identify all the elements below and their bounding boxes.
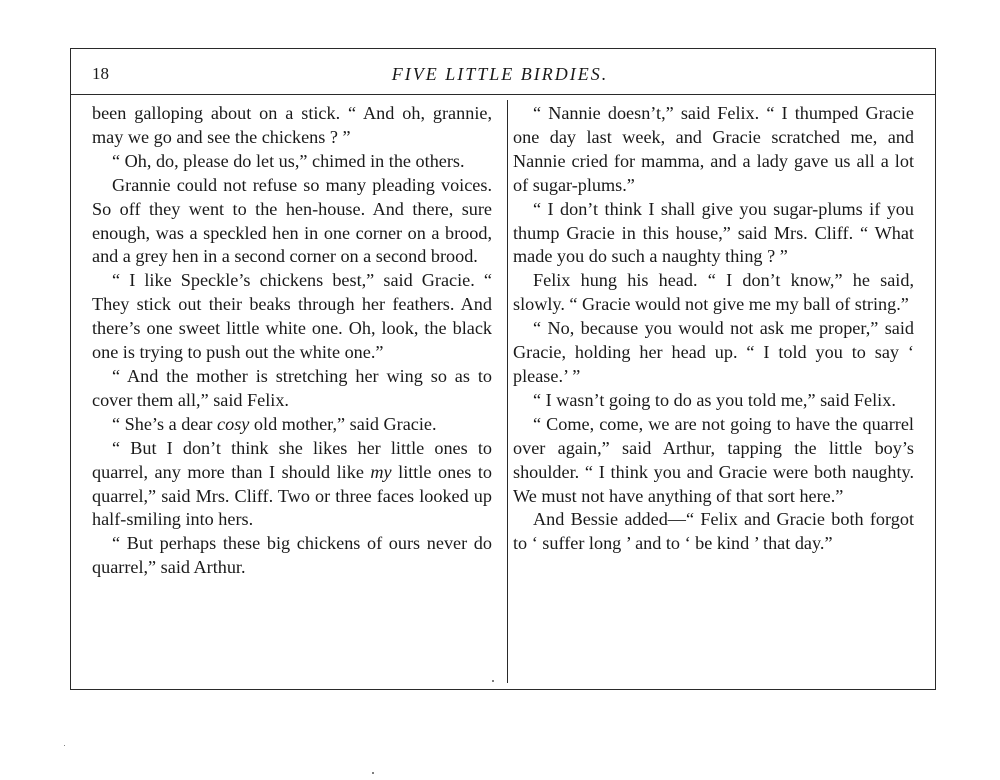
paragraph [92, 413, 492, 437]
print-speck [492, 680, 494, 682]
left-column [92, 102, 492, 580]
italic-word: my [370, 461, 392, 482]
paragraph: “ Oh, do, please do let us,” chimed in the others. [112, 150, 465, 171]
running-title: FIVE LITTLE BIRDIES. [391, 64, 609, 84]
print-speck [372, 772, 374, 774]
paragraph: Felix hung his head. “ I don’t know,” he said, slowly. “ Gracie would not give me my ball of string.” [513, 270, 914, 315]
text-run: “ But I don’t think she likes her little ones to quarrel, any more than I should like [92, 437, 492, 482]
page-number: 18 [92, 64, 109, 83]
italic-word: cosy [217, 413, 250, 434]
paragraph: “ But perhaps these big chickens of ours never do quarrel,” said Arthur. [92, 533, 492, 578]
print-speck [64, 745, 65, 746]
header-rule [70, 94, 936, 95]
text-run: little ones to quarrel,” said Mrs. Cliff. Two or three faces looked up half-smiling into hers. [92, 461, 493, 530]
paragraph: been galloping about on a stick. “ And oh, grannie, may we go and see the chickens ? ” [92, 103, 492, 147]
paragraph: Grannie could not refuse so many pleading voices. So off they went to the hen-house. And there, sure enough, was a speckled hen in one corner on a brood, and a grey hen in a second corner on a second brood. [92, 174, 492, 267]
paragraph: “ I don’t think I shall give you sugar-plums if you thump Gracie in this house,” said Mrs. Cliff. “ What made you do such a naughty thing ? ” [513, 198, 914, 267]
column-divider [507, 100, 508, 683]
paragraph: And Bessie added—“ Felix and Gracie both forgot to ‘ suffer long ’ and to ‘ be kind ’ that day.” [513, 509, 914, 554]
text-run: old mother,” said Gracie. [249, 413, 437, 434]
right-column [513, 102, 914, 556]
paragraph: “ Nannie doesn’t,” said Felix. “ I thumped Gracie one day last week, and Gracie scratched me, and Nannie cried for mamma, and a lady gave us all a lot of sugar-plums.” [513, 103, 914, 195]
paragraph: “ I like Speckle’s chickens best,” said Gracie. “ They stick out their beaks through her feathers. And there’s one sweet little white one. Oh, look, the black one is trying to push out the white one.” [92, 270, 492, 363]
paragraph: “ No, because you would not ask me proper,” said Gracie, holding her head up. “ I told you to say ‘ please.’ ” [513, 318, 914, 386]
paragraph: “ And the mother is stretching her wing so as to cover them all,” said Felix. [92, 365, 492, 410]
paragraph: “ Come, come, we are not going to have the quarrel over again,” said Arthur, tapping the little boy’s shoulder. “ I think you and Gracie were both naughty. We must not have anything of that sort here.” [513, 413, 914, 506]
paragraph [92, 437, 492, 533]
paragraph: “ I wasn’t going to do as you told me,” said Felix. [533, 389, 896, 410]
text-run: “ She’s a dear [112, 413, 218, 434]
